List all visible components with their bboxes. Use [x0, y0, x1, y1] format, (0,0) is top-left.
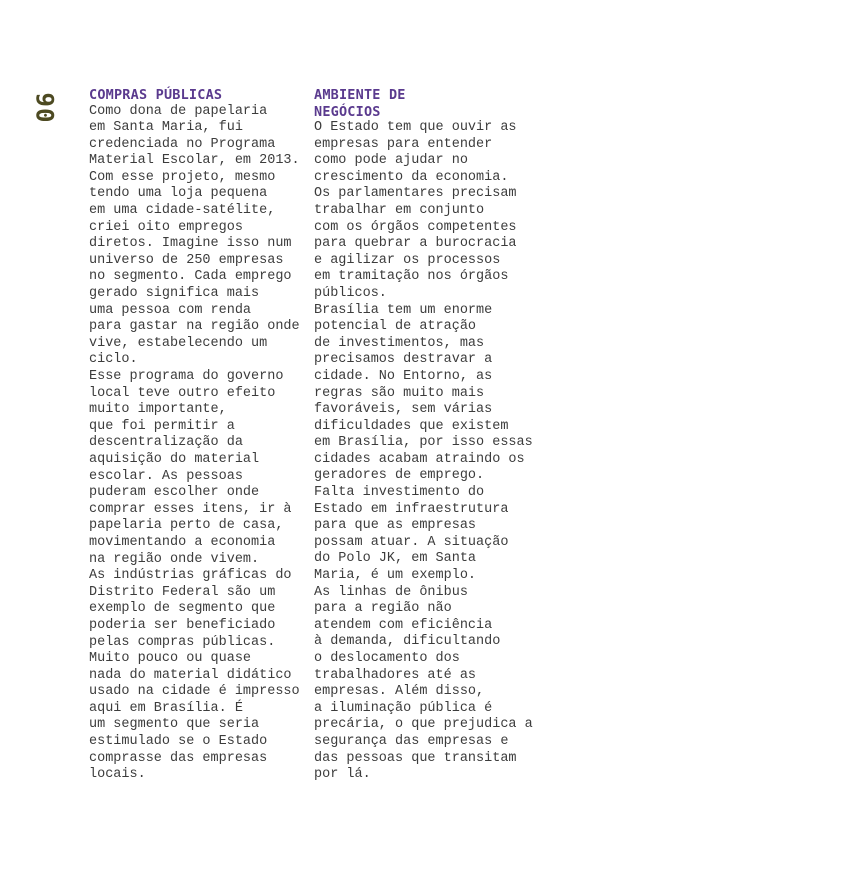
- section-heading-compras-publicas: COMPRAS PÚBLICAS: [89, 87, 223, 103]
- text-line: cidade. No Entorno, as: [314, 368, 493, 384]
- section-heading-ambiente-de-negocios: [314, 87, 554, 120]
- text-line: universo de 250 empresas: [89, 252, 284, 268]
- text-line: geradores de emprego.: [314, 468, 485, 484]
- text-line: a iluminação pública é: [314, 700, 493, 716]
- text-line: favoráveis, sem várias: [314, 402, 493, 418]
- text-line: O Estado tem que ouvir as: [314, 120, 517, 135]
- text-line: Muito pouco ou quase: [89, 651, 252, 667]
- text-line: exemplo de segmento que: [89, 601, 276, 617]
- text-line: para que as empresas: [314, 518, 477, 534]
- text-line: em Santa Maria, fui: [89, 120, 243, 136]
- text-line: empresas. Além disso,: [314, 684, 485, 700]
- text-line: As linhas de ônibus: [314, 584, 468, 600]
- heading-line: NEGÓCIOS: [314, 103, 381, 120]
- text-line: segurança das empresas e: [314, 733, 509, 749]
- text-line: ciclo.: [89, 352, 138, 368]
- text-line: das pessoas que transitam: [314, 750, 517, 766]
- column-ambiente-de-negocios: [314, 87, 554, 784]
- text-line: muito importante,: [89, 402, 227, 418]
- text-line: papelaria perto de casa,: [89, 518, 284, 534]
- text-line: precisamos destravar a: [314, 352, 493, 368]
- text-line: poderia ser beneficiado: [89, 617, 276, 633]
- text-line: Com esse projeto, mesmo: [89, 169, 276, 185]
- text-line: potencial de atração: [314, 319, 477, 335]
- text-line: precária, o que prejudica a: [314, 717, 533, 733]
- text-line: à demanda, dificultando: [314, 634, 501, 650]
- text-line: puderam escolher onde: [89, 485, 260, 501]
- text-line: credenciada no Programa: [89, 136, 276, 152]
- text-line: para a região não: [314, 601, 452, 617]
- text-line: Esse programa do governo: [89, 369, 284, 384]
- text-line: criei oito empregos: [89, 219, 243, 235]
- text-line: Maria, é um exemplo.: [314, 568, 477, 584]
- text-line: comprar esses itens, ir à: [89, 501, 292, 517]
- text-line: em uma cidade-satélite,: [89, 203, 276, 219]
- text-line: descentralização da: [89, 435, 243, 451]
- text-line: cidades acabam atraindo os: [314, 451, 525, 467]
- text-line: com os órgãos competentes: [314, 219, 517, 235]
- text-line: Os parlamentares precisam: [314, 186, 517, 202]
- text-line: que foi permitir a: [89, 418, 235, 434]
- text-line: gerado significa mais: [89, 286, 260, 302]
- text-line: no segmento. Cada emprego: [89, 269, 292, 285]
- text-line: aqui em Brasília. É: [89, 700, 243, 716]
- text-line: Material Escolar, em 2013.: [89, 153, 300, 169]
- text-line: do Polo JK, em Santa: [314, 551, 477, 567]
- text-line: tendo uma loja pequena: [89, 186, 268, 202]
- text-line: em tramitação nos órgãos: [314, 269, 509, 285]
- body-text-compras-publicas: [89, 104, 329, 784]
- column-compras-publicas: [89, 87, 329, 784]
- text-line: dificuldades que existem: [314, 418, 509, 434]
- text-line: públicos.: [314, 285, 387, 301]
- text-line: comprasse das empresas: [89, 750, 268, 766]
- text-line: local teve outro efeito: [89, 385, 276, 401]
- text-line: como pode ajudar no: [314, 153, 468, 169]
- text-line: um segmento que seria: [89, 717, 260, 733]
- text-line: crescimento da economia.: [314, 169, 509, 185]
- page-number-text: 90: [30, 92, 58, 124]
- text-line: e agilizar os processos: [314, 252, 501, 268]
- text-line: por lá.: [314, 767, 371, 783]
- text-line: atendem com eficiência: [314, 617, 493, 633]
- text-line: locais.: [89, 767, 146, 783]
- text-line: o deslocamento dos: [314, 651, 460, 666]
- body-text-ambiente-de-negocios: [314, 120, 554, 784]
- text-line: Falta investimento do: [314, 485, 485, 501]
- text-line: para quebrar a burocracia: [314, 236, 517, 252]
- text-line: uma pessoa com renda: [89, 302, 252, 318]
- text-line: nada do material didático: [89, 667, 292, 683]
- text-line: Como dona de papelaria: [89, 103, 268, 119]
- text-line: empresas para entender: [314, 136, 493, 152]
- text-line: Estado em infraestrutura: [314, 501, 509, 517]
- text-line: diretos. Imagine isso num: [89, 236, 292, 252]
- text-line: estimulado se o Estado: [89, 734, 268, 750]
- text-line: de investimentos, mas: [314, 335, 485, 351]
- page-number: [28, 88, 60, 128]
- text-line: possam atuar. A situação: [314, 534, 509, 550]
- text-line: Brasília tem um enorme: [314, 302, 493, 318]
- text-line: escolar. As pessoas: [89, 468, 243, 484]
- text-line: na região onde vivem.: [89, 551, 260, 567]
- text-line: regras são muito mais: [314, 385, 485, 401]
- text-line: aquisição do material: [89, 451, 260, 467]
- text-line: trabalhar em conjunto: [314, 202, 485, 218]
- text-line: Distrito Federal são um: [89, 584, 276, 600]
- heading-line: AMBIENTE DE: [314, 87, 406, 103]
- text-line: movimentando a economia: [89, 534, 276, 550]
- text-line: trabalhadores até as: [314, 667, 477, 683]
- text-line: usado na cidade é impresso: [89, 684, 300, 700]
- text-line: pelas compras públicas.: [89, 634, 276, 650]
- text-line: As indústrias gráficas do: [89, 568, 292, 584]
- text-line: em Brasília, por isso essas: [314, 435, 533, 451]
- text-line: vive, estabelecendo um: [89, 335, 268, 351]
- text-line: para gastar na região onde: [89, 319, 300, 335]
